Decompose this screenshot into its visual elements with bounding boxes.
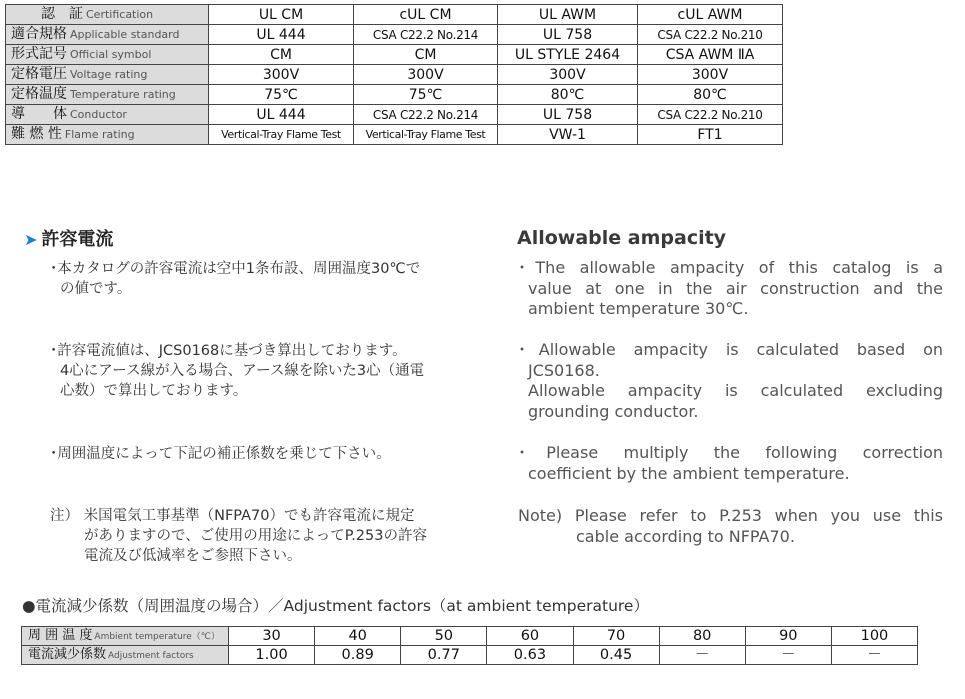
- header-label-jp: 認 証: [41, 6, 83, 22]
- text-line: の値です。: [60, 281, 132, 297]
- table-row: [6, 85, 783, 105]
- text-line: JCS0168.: [528, 360, 600, 380]
- table-cell: 1.00: [229, 646, 315, 665]
- table-cell: 0.63: [487, 646, 573, 665]
- table-cell: CSA AWM ⅡA: [638, 45, 783, 65]
- table-cell: UL STYLE 2464: [498, 45, 638, 65]
- table-row: [6, 105, 783, 125]
- table-cell: Vertical-Tray Flame Test: [209, 125, 354, 145]
- paragraph-en-2: [518, 340, 943, 422]
- text-line: がありますので、ご使用の用途によってP.253の許容: [84, 528, 427, 544]
- column-header: cUL CM: [354, 5, 498, 25]
- table-cell: UL 444: [209, 105, 354, 125]
- table-cell: UL 758: [498, 25, 638, 45]
- row-label: [22, 646, 229, 665]
- header-label-en: Certification: [86, 8, 154, 21]
- text-line: 電流及び低減率をご参照下さい。: [84, 548, 302, 564]
- table-row: [6, 65, 783, 85]
- certification-table: [5, 4, 783, 145]
- paragraph-en-3: [518, 443, 943, 484]
- table-row: [6, 125, 783, 145]
- row-label: [6, 45, 209, 65]
- row-label-jp: 電流減少係数: [28, 647, 107, 662]
- table-cell: 80℃: [498, 85, 638, 105]
- table-cell: CM: [354, 45, 498, 65]
- text-line: cable according to NFPA70.: [576, 526, 795, 546]
- table-cell: －: [745, 646, 831, 665]
- table-cell: Vertical-Tray Flame Test: [354, 125, 498, 145]
- note-text: 米国電気工事基準（NFPA70）でも許容電流に規定: [83, 508, 415, 524]
- note-jp: [50, 506, 490, 566]
- table-cell: 300V: [354, 65, 498, 85]
- table-cell: UL 444: [209, 25, 354, 45]
- text-line: ･The allowable ampacity of this catalog is a: [518, 258, 943, 277]
- table-cell: 0.77: [401, 646, 487, 665]
- row-label-en: Ambient temperature（℃）: [94, 632, 220, 642]
- chevron-right-icon: ➤: [24, 230, 38, 249]
- table-cell: CM: [209, 45, 354, 65]
- row-label-en: Voltage rating: [70, 68, 148, 81]
- section-title-jp: [24, 225, 113, 251]
- text-line: Note) Please refer to P.253 when you use this: [518, 506, 943, 525]
- cert-header-label: [6, 5, 209, 25]
- table-cell: 100: [831, 627, 917, 646]
- text-line: [50, 506, 490, 526]
- text-line: 心数）で算出しております。: [60, 383, 248, 399]
- table-cell: UL 758: [498, 105, 638, 125]
- table-cell: 75℃: [354, 85, 498, 105]
- table-cell: 0.45: [573, 646, 659, 665]
- row-label-jp: 定格電圧: [11, 66, 67, 82]
- table-cell: 70: [573, 627, 659, 646]
- row-label-jp: 導 体: [11, 106, 67, 122]
- adjustment-title: ●電流減少係数（周囲温度の場合）／Adjustment factors（at ambient temperature）: [22, 597, 649, 615]
- row-label-en: Adjustment factors: [108, 651, 194, 661]
- text-line: grounding conductor.: [528, 401, 699, 421]
- text-line: ambient temperature 30℃.: [528, 299, 749, 318]
- table-row: [6, 5, 783, 25]
- row-label-en: Flame rating: [64, 128, 135, 141]
- row-label-en: Official symbol: [70, 48, 152, 61]
- text-line: Allowable ampacity is calculated excluding: [528, 381, 943, 400]
- text-line: ･Allowable ampacity is calculated based on: [518, 340, 943, 359]
- table-row: [22, 627, 918, 646]
- row-label-jp: 定格温度: [11, 86, 67, 102]
- table-row: [6, 25, 783, 45]
- table-cell: VW-1: [498, 125, 638, 145]
- row-label: [6, 25, 209, 45]
- row-label: [6, 105, 209, 125]
- table-cell: 90: [745, 627, 831, 646]
- table-cell: 30: [229, 627, 315, 646]
- text-line: ･Please multiply the following correction: [518, 443, 943, 462]
- table-cell: －: [659, 646, 745, 665]
- table-cell: CSA C22.2 No.214: [354, 25, 498, 45]
- note-en: [518, 506, 943, 547]
- row-label: [6, 65, 209, 85]
- text-line: value at one in the air construction and the: [528, 278, 943, 298]
- paragraph-jp-3: [50, 444, 485, 464]
- table-cell: 60: [487, 627, 573, 646]
- row-label: [22, 627, 229, 646]
- section-title-en: Allowable ampacity: [517, 227, 727, 249]
- table-cell: 50: [401, 627, 487, 646]
- text-line: 4心にアース線が入る場合、アース線を除いた3心（通電: [60, 363, 425, 379]
- text-line: ･周囲温度によって下記の補正係数を乗じて下さい。: [50, 446, 391, 462]
- row-label-jp: 難 燃 性: [11, 126, 62, 142]
- section-title-jp-text: 許容電流: [41, 229, 114, 250]
- table-cell: FT1: [638, 125, 783, 145]
- table-cell: 75℃: [209, 85, 354, 105]
- row-label-jp: 適合規格: [11, 26, 67, 42]
- adjustment-factors-table: [21, 626, 918, 665]
- column-header: UL AWM: [498, 5, 638, 25]
- table-cell: 300V: [209, 65, 354, 85]
- row-label-jp: 形式記号: [11, 46, 67, 62]
- table-cell: 0.89: [315, 646, 401, 665]
- row-label: [6, 125, 209, 145]
- column-header: cUL AWM: [638, 5, 783, 25]
- table-row: [22, 646, 918, 665]
- text-line: coefficient by the ambient temperature.: [528, 463, 850, 483]
- row-label-jp: 周 囲 温 度: [28, 628, 93, 643]
- table-cell: 300V: [638, 65, 783, 85]
- row-label-en: Conductor: [70, 108, 127, 121]
- row-label-en: Temperature rating: [70, 88, 176, 101]
- text-line: ･許容電流値は、JCS0168に基づき算出しております。: [50, 343, 407, 359]
- note-label: 注）: [50, 508, 79, 524]
- paragraph-jp-1: [50, 259, 485, 299]
- table-cell: CSA C22.2 No.214: [354, 105, 498, 125]
- table-cell: 300V: [498, 65, 638, 85]
- table-row: [6, 45, 783, 65]
- text-line: ･本カタログの許容電流は空中1条布設、周囲温度30℃で: [50, 261, 421, 277]
- paragraph-jp-2: [50, 341, 485, 401]
- row-label: [6, 85, 209, 105]
- table-cell: 80: [659, 627, 745, 646]
- table-cell: 80℃: [638, 85, 783, 105]
- paragraph-en-1: [518, 258, 943, 320]
- table-cell: 40: [315, 627, 401, 646]
- table-cell: CSA C22.2 No.210: [638, 105, 783, 125]
- column-header: UL CM: [209, 5, 354, 25]
- table-cell: CSA C22.2 No.210: [638, 25, 783, 45]
- table-cell: －: [831, 646, 917, 665]
- row-label-en: Applicable standard: [70, 28, 180, 41]
